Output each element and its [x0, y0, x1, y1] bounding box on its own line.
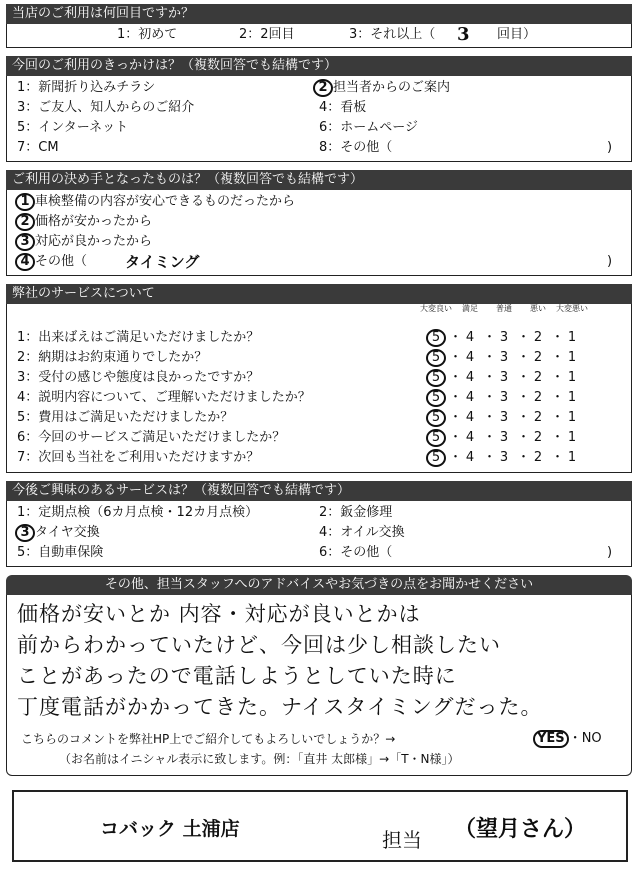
rating-option-1[interactable]: 1	[567, 390, 577, 405]
rating-option-2[interactable]: 2	[533, 330, 543, 345]
rating-option-1[interactable]: 1	[567, 330, 577, 345]
shop-footer	[12, 790, 628, 862]
rating-options: 5 ・ 4 ・ 3 ・ 2 ・ 1	[419, 348, 589, 368]
survey-sheet	[6, 4, 632, 776]
rating-rows	[7, 328, 631, 468]
q3-item-3-label: 対応が良かったから	[35, 234, 153, 249]
q5-item-3-label: タイヤ交換	[35, 525, 100, 540]
rating-option-3[interactable]: 3	[499, 450, 509, 465]
rating-option-5[interactable]: 5	[426, 429, 446, 447]
rating-option-4[interactable]: 4	[465, 390, 475, 405]
rating-option-4[interactable]: 4	[465, 410, 475, 425]
q3-other-handwritten: タイミング	[125, 253, 200, 271]
rating-options: 5 ・ 4 ・ 3 ・ 2 ・ 1	[419, 428, 589, 448]
q3-item-1[interactable]	[15, 192, 295, 212]
rating-row	[7, 368, 631, 388]
staff-name-handwritten: （望月さん）	[454, 816, 587, 842]
rating-options: 5 ・ 4 ・ 3 ・ 2 ・ 1	[419, 388, 589, 408]
q5-item-6-close: )	[607, 545, 613, 560]
q2-item-8[interactable]: 8：その他（	[319, 140, 393, 155]
rating-question: 3：受付の感じや態度は良かったですか？	[17, 370, 260, 385]
comment-line-3: ことがあったので電話しようとしていた時に	[17, 664, 457, 688]
q3-item-2[interactable]	[15, 212, 152, 232]
rating-option-3[interactable]: 3	[499, 430, 509, 445]
rating-option-1[interactable]: 1	[567, 370, 577, 385]
rating-option-1[interactable]: 1	[567, 350, 577, 365]
rating-row	[7, 328, 631, 348]
q3-box	[6, 190, 632, 276]
rating-row	[7, 348, 631, 368]
comments-box	[6, 595, 632, 776]
q2-item-3[interactable]: 3：ご友人、知人からのご紹介	[17, 100, 195, 115]
rating-option-2[interactable]: 2	[533, 450, 543, 465]
rating-option-3[interactable]: 3	[499, 390, 509, 405]
rating-option-5[interactable]: 5	[426, 409, 446, 427]
rating-option-1[interactable]: 1	[567, 410, 577, 425]
comments-header: その他、担当スタッフへのアドバイスやお気づきの点をお聞かせください	[6, 575, 632, 595]
q1-header: 当店のご利用は何回目ですか？	[6, 4, 632, 24]
q1-option-3[interactable]: 3：それ以上（	[349, 27, 436, 42]
rating-option-5[interactable]: 5	[426, 389, 446, 407]
rating-question: 5：費用はご満足いただけましたか？	[17, 410, 234, 425]
rating-option-1[interactable]: 1	[567, 430, 577, 445]
q5-item-2[interactable]: 2：鈑金修理	[319, 505, 393, 520]
q3-header: ご利用の決め手となったものは？（複数回答でも結構です）	[6, 170, 632, 190]
rating-option-3[interactable]: 3	[499, 330, 509, 345]
rating-options: 5 ・ 4 ・ 3 ・ 2 ・ 1	[419, 448, 589, 468]
staff-label: 担当	[382, 828, 422, 852]
rating-question: 1：出来ばえはご満足いただけましたか？	[17, 330, 260, 345]
rating-option-5[interactable]: 5	[426, 329, 446, 347]
rating-scale-header	[419, 304, 589, 314]
q3-item-3[interactable]	[15, 232, 152, 252]
q3-item-2-label: 価格が安かったから	[35, 214, 153, 229]
rating-option-2[interactable]: 2	[533, 430, 543, 445]
q3-circle-4: 4	[15, 253, 35, 271]
rating-option-3[interactable]: 3	[499, 350, 509, 365]
q4-header: 弊社のサービスについて	[6, 284, 632, 304]
q3-item-4-label: その他（	[35, 254, 88, 269]
q1-count-handwritten: 3	[457, 24, 470, 45]
rating-option-4[interactable]: 4	[465, 350, 475, 365]
q1-option-2[interactable]: 2：2回目	[239, 27, 295, 42]
q2-item-1[interactable]: 1：新聞折り込みチラシ	[17, 80, 156, 95]
q2-item-8-close: )	[607, 140, 613, 155]
q5-item-1[interactable]: 1：定期点検（6カ月点検・12カ月点検）	[17, 505, 259, 520]
scale-label-very-bad: 大変悪い	[556, 304, 588, 313]
q2-item-2-label: 担当者からのご案内	[333, 80, 451, 95]
q2-box	[6, 76, 632, 162]
rating-option-5[interactable]: 5	[426, 369, 446, 387]
rating-option-3[interactable]: 3	[499, 370, 509, 385]
rating-option-4[interactable]: 4	[465, 430, 475, 445]
q2-header: 今回のご利用のきっかけは？（複数回答でも結構です）	[6, 56, 632, 76]
scale-label-normal: 普通	[496, 304, 512, 313]
scale-label-satisfied: 満足	[462, 304, 478, 313]
consent-choice	[533, 729, 602, 749]
shop-name: コバック 土浦店	[100, 818, 240, 840]
q3-item-4[interactable]	[15, 252, 87, 272]
q5-item-6[interactable]: 6：その他（	[319, 545, 393, 560]
consent-question: こちらのコメントを弊社HP上でご紹介してもよろしいでしょうか？→	[21, 732, 396, 746]
rating-options: 5 ・ 4 ・ 3 ・ 2 ・ 1	[419, 368, 589, 388]
consent-yes[interactable]: YES	[533, 730, 569, 748]
q3-circle-3: 3	[15, 233, 35, 251]
rating-row	[7, 428, 631, 448]
rating-option-3[interactable]: 3	[499, 410, 509, 425]
q1-option-1[interactable]: 1：初めて	[117, 27, 178, 42]
q1-suffix: 回目）	[497, 27, 537, 42]
comment-line-1: 価格が安いとか 内容・対応が良いとかは	[17, 602, 421, 626]
q5-box	[6, 501, 632, 567]
q3-circle-2: 2	[15, 213, 35, 231]
rating-option-4[interactable]: 4	[465, 330, 475, 345]
rating-question: 2：納期はお約束通りでしたか？	[17, 350, 208, 365]
rating-options: 5 ・ 4 ・ 3 ・ 2 ・ 1	[419, 328, 589, 348]
consent-dot: ・	[568, 731, 582, 746]
scale-label-bad: 悪い	[530, 304, 546, 313]
rating-row	[7, 408, 631, 428]
rating-row	[7, 388, 631, 408]
rating-option-5[interactable]: 5	[426, 349, 446, 367]
q3-item-1-label: 車検整備の内容が安心できるものだったから	[35, 194, 296, 209]
rating-question: 4：説明内容について、ご理解いただけましたか？	[17, 390, 311, 405]
comment-line-2: 前からわかっていたけど、今回は少し相談したい	[17, 633, 501, 657]
rating-options: 5 ・ 4 ・ 3 ・ 2 ・ 1	[419, 408, 589, 428]
rating-option-4[interactable]: 4	[465, 450, 475, 465]
rating-option-2[interactable]: 2	[533, 350, 543, 365]
q2-circle-mark: 2	[313, 79, 333, 97]
rating-row	[7, 448, 631, 468]
rating-option-2[interactable]: 2	[533, 410, 543, 425]
q5-item-5[interactable]: 5：自動車保険	[17, 545, 104, 560]
q5-circle-mark: 3	[15, 524, 35, 542]
q3-circle-1: 1	[15, 193, 35, 211]
rating-question: 7：次回も当社をご利用いただけますか？	[17, 450, 260, 465]
q5-item-3[interactable]	[15, 523, 100, 543]
q1-box	[6, 24, 632, 48]
rating-option-2[interactable]: 2	[533, 370, 543, 385]
q3-item-4-close: )	[607, 254, 613, 269]
rating-option-2[interactable]: 2	[533, 390, 543, 405]
q5-item-4[interactable]: 4：オイル交換	[319, 525, 405, 540]
rating-option-5[interactable]: 5	[426, 449, 446, 467]
consent-note: （お名前はイニシャル表示に致します。例：「直井 太郎様」→「T・N様」）	[59, 752, 460, 766]
consent-no[interactable]: NO	[581, 731, 602, 746]
q2-item-5[interactable]: 5：インターネット	[17, 120, 129, 135]
scale-label-very-good: 大変良い	[420, 304, 452, 313]
q2-item-7[interactable]: 7：CM	[17, 140, 59, 155]
rating-option-1[interactable]: 1	[567, 450, 577, 465]
q2-item-2[interactable]	[313, 78, 450, 98]
rating-option-4[interactable]: 4	[465, 370, 475, 385]
q4-box	[6, 304, 632, 473]
q5-header: 今後ご興味のあるサービスは？（複数回答でも結構です）	[6, 481, 632, 501]
q2-item-4[interactable]: 4：看板	[319, 100, 367, 115]
comment-line-4: 丁度電話がかかってきた。ナイスタイミングだった。	[17, 695, 543, 719]
q2-item-6[interactable]: 6：ホームページ	[319, 120, 419, 135]
rating-question: 6：今回のサービスご満足いただけましたか？	[17, 430, 286, 445]
